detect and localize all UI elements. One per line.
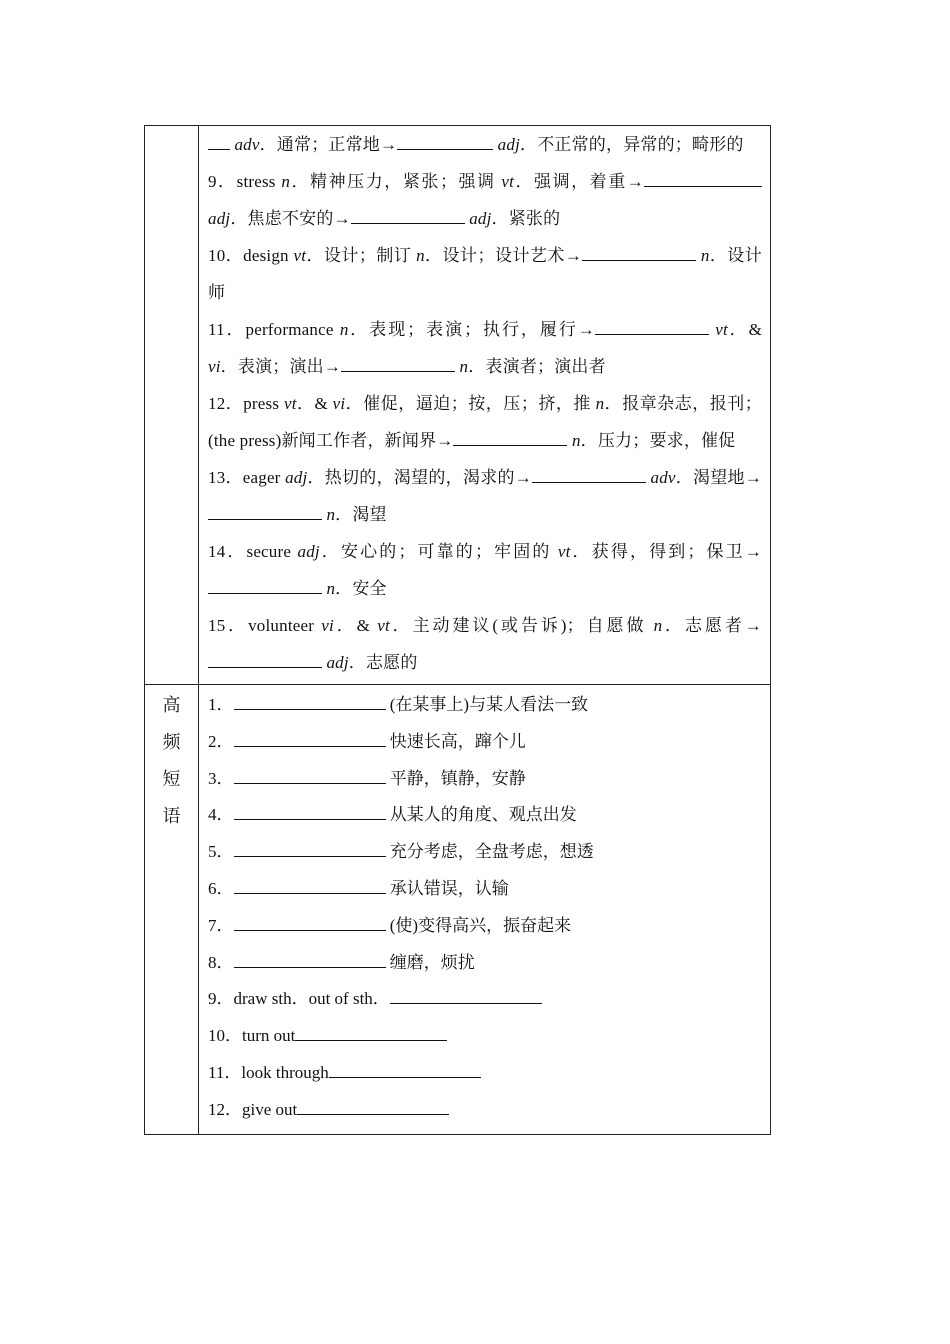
item-number: 1．	[208, 695, 234, 714]
phrase-meaning: 从某人的角度、观点出发	[389, 805, 577, 825]
pos-tag: n	[281, 172, 291, 191]
pos-tag: n	[571, 431, 581, 450]
head-word: secure	[246, 542, 292, 561]
vocab-section-label	[145, 126, 199, 684]
pos-tag: vi	[321, 616, 334, 635]
definition-text: ．催促，逼迫；按，压；挤，推	[345, 394, 596, 413]
vocabulary-table	[144, 125, 771, 1135]
item-number: 10．	[208, 1026, 242, 1046]
definition-text: ．热切的，渴望的，渴求的→	[307, 468, 532, 487]
answer-blank[interactable]	[740, 170, 762, 187]
answer-blank[interactable]	[234, 951, 386, 968]
pos-tag: n	[416, 246, 425, 265]
answer-blank[interactable]	[297, 1098, 449, 1115]
phrase-meaning: 快速长高，蹿个儿	[389, 731, 526, 751]
definition-text: ．&	[333, 616, 378, 635]
pos-tag: adj	[285, 468, 308, 487]
definition-text: ．通常；正常地→	[259, 135, 398, 154]
definition-text: ．不正常的，异常的；畸形的	[520, 135, 744, 154]
vocab-item-9	[208, 163, 762, 237]
definition-text: ．强调，着重→	[514, 172, 644, 191]
head-word: design	[243, 246, 289, 265]
head-word: performance	[245, 320, 334, 339]
phrases-section-label	[145, 685, 199, 1134]
phrase-item	[208, 945, 762, 982]
item-number: 12．	[208, 1099, 242, 1119]
phrase-item	[208, 724, 762, 761]
phrase-meaning: 承认错误，认输	[389, 878, 509, 898]
definition-text: ．主动建议(或告诉)；自愿做	[389, 616, 654, 635]
phrases-section-content	[199, 685, 770, 1134]
definition-text: ．安心的；可靠的；牢固的	[319, 542, 558, 561]
answer-blank[interactable]	[329, 1061, 481, 1078]
pos-tag: vt	[377, 616, 390, 635]
pos-tag: vt	[501, 172, 515, 191]
item-number: 9．	[208, 172, 237, 191]
definition-text: ．紧张的	[491, 209, 561, 228]
phrase-meaning: 缠磨，烦扰	[389, 952, 475, 972]
phrase-item	[208, 687, 762, 724]
answer-blank[interactable]	[234, 877, 386, 894]
phrase-item	[208, 1055, 762, 1092]
item-number: 11．	[208, 1062, 242, 1082]
phrase-meaning: 充分考虑，全盘考虑，想透	[389, 842, 594, 862]
phrase-item	[208, 834, 762, 871]
item-number: 10．	[208, 246, 244, 265]
definition-text: ．压力；要求，催促	[580, 431, 736, 450]
answer-blank[interactable]	[234, 730, 386, 747]
answer-blank[interactable]	[208, 503, 322, 520]
pos-tag: n	[595, 394, 605, 413]
answer-blank[interactable]	[295, 1024, 447, 1041]
phrase-meaning: 平静，镇静，安静	[389, 768, 526, 788]
answer-blank[interactable]	[208, 133, 230, 150]
vocab-section	[145, 126, 770, 684]
item-number: 8．	[208, 952, 234, 972]
vocab-item-10	[208, 237, 762, 311]
pos-tag: vt	[557, 542, 571, 561]
definition-text: ．志愿的	[348, 653, 418, 672]
pos-tag: n	[326, 505, 336, 524]
answer-blank[interactable]	[234, 767, 386, 784]
item-number: 5．	[208, 842, 234, 862]
pos-tag: n	[339, 320, 349, 339]
answer-blank[interactable]	[351, 207, 465, 224]
phrases-section	[145, 684, 770, 1134]
phrase-item	[208, 797, 762, 834]
phrase-english: draw sth．out of sth．	[233, 989, 390, 1009]
definition-text: ．表现；表演；执行，履行→	[348, 320, 595, 339]
answer-blank[interactable]	[582, 244, 696, 261]
answer-blank[interactable]	[234, 803, 386, 820]
answer-blank[interactable]	[532, 466, 646, 483]
definition-text: ．表演者；演出者	[468, 357, 606, 376]
vocab-item-12	[208, 385, 762, 459]
pos-tag: n	[459, 357, 469, 376]
vocab-item-13	[208, 459, 762, 533]
answer-blank[interactable]	[595, 318, 709, 335]
vocab-item-11	[208, 311, 762, 385]
phrase-english: turn out	[242, 1026, 296, 1046]
section-label-char: 短	[162, 769, 181, 789]
definition-text: ．获得，得到；保卫→	[570, 542, 763, 561]
answer-blank[interactable]	[234, 840, 386, 857]
definition-text: ．志愿者→	[662, 616, 763, 635]
vocab-item-14	[208, 533, 762, 607]
item-number: 13．	[208, 468, 243, 487]
pos-tag: vi	[208, 357, 221, 376]
head-word: stress	[236, 172, 276, 191]
pos-tag: adj	[297, 542, 320, 561]
phrase-item	[208, 908, 762, 945]
definition-text: ．安全	[335, 579, 387, 598]
answer-blank[interactable]	[234, 914, 386, 931]
definition-text: ．&	[296, 394, 333, 413]
phrase-item	[208, 871, 762, 908]
pos-tag: n	[326, 579, 336, 598]
section-label-char: 频	[162, 732, 181, 752]
item-number: 4．	[208, 805, 234, 825]
head-word: eager	[242, 468, 281, 487]
answer-blank[interactable]	[234, 693, 386, 710]
head-word: press	[243, 394, 280, 413]
definition-text: ．渴望	[335, 505, 387, 524]
phrase-english: give out	[242, 1099, 298, 1119]
vocab-item-15	[208, 607, 762, 681]
pos-tag: vt	[715, 320, 728, 339]
item-number: 14．	[208, 542, 247, 561]
phrase-item	[208, 981, 762, 1018]
vocab-section-content	[199, 126, 770, 684]
pos-tag: adj	[326, 653, 349, 672]
pos-tag: adv	[650, 468, 676, 487]
phrase-item	[208, 1018, 762, 1055]
phrase-meaning: (在某事上)与某人看法一致	[389, 695, 589, 714]
answer-blank[interactable]	[644, 170, 740, 187]
pos-tag: vt	[293, 246, 307, 265]
pos-tag: adj	[208, 209, 231, 228]
definition-text: ．报章杂志，报刊；(the press)新闻工作者，新闻界→	[208, 394, 763, 450]
answer-blank[interactable]	[341, 355, 455, 372]
answer-blank[interactable]	[208, 577, 322, 594]
section-label-char: 高	[162, 695, 181, 715]
phrase-item	[208, 1092, 762, 1129]
pos-tag: n	[653, 616, 663, 635]
item-number: 12．	[208, 394, 244, 413]
definition-text: ．精神压力，紧张；强调	[290, 172, 502, 191]
item-number: 11．	[208, 320, 246, 339]
item-number: 2．	[208, 731, 234, 751]
item-number: 15．	[208, 616, 249, 635]
definition-text: ．设计师	[208, 246, 762, 302]
answer-blank[interactable]	[208, 651, 322, 668]
phrase-item	[208, 761, 762, 798]
item-number: 7．	[208, 915, 234, 935]
phrase-english: look through	[241, 1062, 329, 1082]
answer-blank[interactable]	[390, 987, 542, 1004]
definition-text: ．渴望地→	[675, 468, 763, 487]
vocab-item-8	[208, 126, 762, 163]
pos-tag: vt	[283, 394, 297, 413]
section-label-char: 语	[162, 806, 181, 826]
pos-tag: adv	[234, 135, 260, 154]
pos-tag: vi	[332, 394, 346, 413]
answer-blank[interactable]	[397, 133, 493, 150]
phrase-meaning: (使)变得高兴，振奋起来	[389, 915, 572, 935]
pos-tag: n	[700, 246, 710, 265]
answer-blank[interactable]	[453, 429, 567, 446]
definition-text: ．焦虑不安的→	[230, 209, 351, 228]
definition-text: ．&	[727, 320, 763, 339]
item-number: 6．	[208, 878, 234, 898]
item-number: 9．	[208, 989, 234, 1009]
pos-tag: adj	[497, 135, 520, 154]
definition-text: ．设计；设计艺术→	[424, 246, 583, 265]
pos-tag: adj	[469, 209, 492, 228]
head-word: volunteer	[248, 616, 315, 635]
definition-text: ．设计；制订	[306, 246, 417, 265]
definition-text: ．表演；演出→	[220, 357, 342, 376]
item-number: 3．	[208, 768, 234, 788]
